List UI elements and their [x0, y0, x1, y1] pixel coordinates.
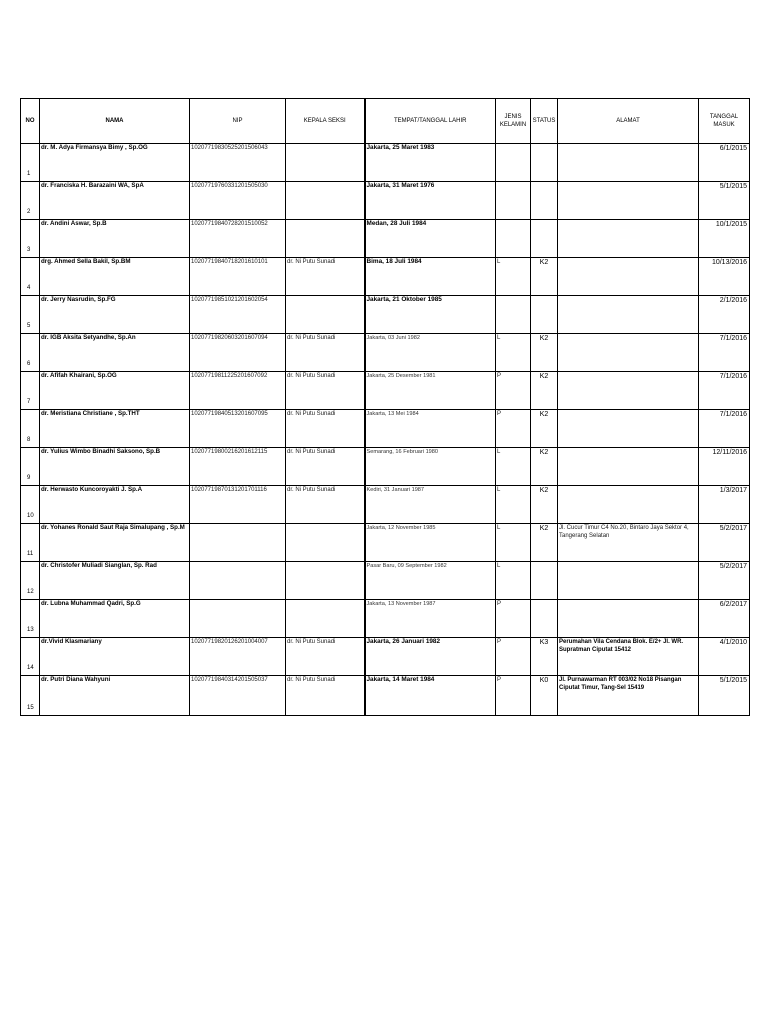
cell-nama: dr. Yohanes Ronald Saut Raja Simalupang , Sp.M [40, 524, 190, 562]
cell-tanggal-masuk: 7/1/2016 [699, 410, 750, 448]
table-row [21, 410, 750, 448]
cell-tanggal-masuk: 5/2/2017 [699, 562, 750, 600]
cell-status: K2 [531, 524, 558, 562]
cell-jenis-kelamin: P [496, 372, 531, 410]
cell-jenis-kelamin [496, 296, 531, 334]
cell-tempat-tanggal-lahir: Jakarta, 12 November 1985 [365, 524, 496, 562]
row-number [21, 600, 40, 638]
cell-nip: 102077198403142015050​37 [190, 676, 286, 716]
cell-nip: 102077197603312015050​30 [190, 182, 286, 220]
cell-jenis-kelamin: L [496, 448, 531, 486]
row-number [21, 562, 40, 600]
cell-kepala-seksi: dr. Ni Putu Sunadi [286, 372, 365, 410]
table-row [21, 562, 750, 600]
cell-alamat [558, 258, 699, 296]
cell-kepala-seksi [286, 524, 365, 562]
row-number [21, 182, 40, 220]
cell-kepala-seksi: dr. Ni Putu Sunadi [286, 410, 365, 448]
cell-nip: 102077198201262010040​07 [190, 638, 286, 676]
cell-nip: 102077198305252015060​43 [190, 144, 286, 182]
cell-status: K3 [531, 638, 558, 676]
cell-tempat-tanggal-lahir: Jakarta, 13 Mei 1984 [365, 410, 496, 448]
table-row [21, 258, 750, 296]
cell-alamat [558, 410, 699, 448]
cell-nama: dr. Christofer Muliadi Sianglan, Sp. Rad [40, 562, 190, 600]
cell-tanggal-masuk: 12/11/2016 [699, 448, 750, 486]
cell-alamat [558, 334, 699, 372]
cell-jenis-kelamin: L [496, 486, 531, 524]
cell-tanggal-masuk: 4/1/2010 [699, 638, 750, 676]
cell-alamat [558, 372, 699, 410]
cell-jenis-kelamin [496, 182, 531, 220]
cell-kepala-seksi [286, 562, 365, 600]
cell-alamat [558, 144, 699, 182]
row-number-text: 14 [27, 665, 34, 671]
header-tanggal-masuk: TANGGAL MASUK [699, 99, 750, 144]
cell-kepala-seksi: dr. Ni Putu Sunadi [286, 638, 365, 676]
cell-kepala-seksi [286, 182, 365, 220]
row-number [21, 448, 40, 486]
header-kepala-seksi: KEPALA SEKSI [286, 99, 365, 144]
cell-nip: 102077198407282015100​52 [190, 220, 286, 258]
cell-nama: dr. Jerry Nasrudin, Sp.FG [40, 296, 190, 334]
row-number-text: 2 [27, 209, 31, 215]
cell-tempat-tanggal-lahir: Pasar Baru, 09 September 1982 [365, 562, 496, 600]
cell-nama: dr. Putri Diana Wahyuni [40, 676, 190, 716]
cell-status [531, 600, 558, 638]
table-row [21, 524, 750, 562]
cell-jenis-kelamin [496, 220, 531, 258]
cell-kepala-seksi [286, 144, 365, 182]
table-row [21, 448, 750, 486]
table-row [21, 676, 750, 716]
row-number [21, 144, 40, 182]
cell-alamat [558, 562, 699, 600]
cell-tanggal-masuk: 10/13/2016 [699, 258, 750, 296]
row-number [21, 258, 40, 296]
table-row [21, 220, 750, 258]
cell-kepala-seksi [286, 600, 365, 638]
row-number [21, 486, 40, 524]
row-number-text: 9 [27, 475, 31, 481]
cell-nip: 102077198510212016020​54 [190, 296, 286, 334]
cell-alamat [558, 296, 699, 334]
table-row [21, 372, 750, 410]
row-number-text: 11 [27, 551, 34, 557]
cell-kepala-seksi [286, 296, 365, 334]
cell-nip: 102077198206032016070​94 [190, 334, 286, 372]
cell-status [531, 182, 558, 220]
row-number-text: 3 [27, 247, 31, 253]
cell-tempat-tanggal-lahir: Jakarta, 26 Januari 1982 [365, 638, 496, 676]
cell-status [531, 296, 558, 334]
table-row [21, 296, 750, 334]
table-row [21, 144, 750, 182]
row-number-text: 10 [27, 513, 34, 519]
cell-jenis-kelamin: L [496, 524, 531, 562]
cell-tanggal-masuk: 5/1/2015 [699, 182, 750, 220]
cell-status: K2 [531, 334, 558, 372]
cell-tempat-tanggal-lahir: Jakarta, 25 Maret 1983 [365, 144, 496, 182]
table-body [21, 144, 750, 716]
cell-tanggal-masuk: 1/3/2017 [699, 486, 750, 524]
cell-tempat-tanggal-lahir: Jakarta, 25 Desember 1981 [365, 372, 496, 410]
cell-tempat-tanggal-lahir: Medan, 28 Juli 1984 [365, 220, 496, 258]
cell-nama: dr. M. Adya Firmansya Bimy , Sp.OG [40, 144, 190, 182]
cell-kepala-seksi: dr. Ni Putu Sunadi [286, 676, 365, 716]
cell-nip: 102077198407182016101​01 [190, 258, 286, 296]
row-number-text: 12 [27, 589, 34, 595]
cell-status: K2 [531, 372, 558, 410]
header-nama: NAMA [40, 99, 190, 144]
cell-status [531, 562, 558, 600]
cell-alamat: Jl. Purnawarman RT 003/02 No18 Pisangan Ciputat Timur, Tang-Sel 15419 [558, 676, 699, 716]
row-number-text: 1 [27, 171, 31, 177]
row-number-text: 15 [27, 705, 34, 711]
cell-jenis-kelamin: L [496, 562, 531, 600]
cell-tempat-tanggal-lahir: Jakarta, 13 November 1987 [365, 600, 496, 638]
cell-jenis-kelamin: P [496, 638, 531, 676]
cell-alamat [558, 448, 699, 486]
cell-nama: dr.Vivid Klasmariany [40, 638, 190, 676]
cell-status: K2 [531, 486, 558, 524]
table-row [21, 334, 750, 372]
cell-nama: dr. Herwasto Kuncoroyakti J. Sp.A [40, 486, 190, 524]
row-number [21, 220, 40, 258]
cell-jenis-kelamin: L [496, 258, 531, 296]
cell-jenis-kelamin: P [496, 676, 531, 716]
cell-nip: 102077198112252016070​92 [190, 372, 286, 410]
cell-jenis-kelamin: P [496, 410, 531, 448]
cell-status: K2 [531, 448, 558, 486]
header-no: NO [21, 99, 40, 144]
cell-kepala-seksi [286, 220, 365, 258]
cell-status [531, 144, 558, 182]
row-number [21, 334, 40, 372]
cell-nama: dr. Afifah Khairani, Sp.OG [40, 372, 190, 410]
header-nip: NIP [190, 99, 286, 144]
cell-nip: 102077198405132016070​95 [190, 410, 286, 448]
cell-tanggal-masuk: 5/2/2017 [699, 524, 750, 562]
row-number-text: 13 [27, 627, 34, 633]
cell-status: K2 [531, 258, 558, 296]
table-row [21, 486, 750, 524]
row-number [21, 410, 40, 448]
row-number [21, 524, 40, 562]
table-header [21, 99, 750, 144]
cell-tempat-tanggal-lahir: Jakarta, 21 Oktober 1985 [365, 296, 496, 334]
cell-tanggal-masuk: 6/2/2017 [699, 600, 750, 638]
cell-tempat-tanggal-lahir: Jakarta, 31 Maret 1976 [365, 182, 496, 220]
row-number-text: 4 [27, 285, 31, 291]
cell-nama: dr. Yulius Wimbo Binadhi Saksono, Sp.B [40, 448, 190, 486]
cell-nip [190, 524, 286, 562]
cell-kepala-seksi: dr. Ni Putu Sunadi [286, 334, 365, 372]
cell-nip: 102077198701312017011​16 [190, 486, 286, 524]
cell-jenis-kelamin [496, 144, 531, 182]
cell-alamat [558, 600, 699, 638]
cell-jenis-kelamin: L [496, 334, 531, 372]
cell-alamat: Perumahan Vila Cendana Blok. E/2+ Jl. WR. Supratman Ciputat 15412 [558, 638, 699, 676]
employee-table [20, 98, 750, 716]
cell-nip [190, 600, 286, 638]
cell-tanggal-masuk: 7/1/2016 [699, 372, 750, 410]
cell-tempat-tanggal-lahir: Bima, 18 Juli 1984 [365, 258, 496, 296]
cell-tanggal-masuk: 2/1/2016 [699, 296, 750, 334]
cell-status: K0 [531, 676, 558, 716]
header-alamat: ALAMAT [558, 99, 699, 144]
row-number-text: 8 [27, 437, 31, 443]
cell-jenis-kelamin: P [496, 600, 531, 638]
cell-nama: drg. Ahmed Sella Bakil, Sp.BM [40, 258, 190, 296]
cell-nama: dr. IGB Aksita Setyandhe, Sp.An [40, 334, 190, 372]
row-number-text: 6 [27, 361, 31, 367]
table-row [21, 182, 750, 220]
table-row [21, 600, 750, 638]
cell-status [531, 220, 558, 258]
table-row [21, 638, 750, 676]
cell-alamat [558, 182, 699, 220]
cell-nama: dr. Andini Aswar, Sp.B [40, 220, 190, 258]
cell-tempat-tanggal-lahir: Semarang, 16 Februari 1980 [365, 448, 496, 486]
cell-nip: 102077198002162016121​15 [190, 448, 286, 486]
cell-kepala-seksi: dr. Ni Putu Sunadi [286, 486, 365, 524]
cell-tempat-tanggal-lahir: Jakarta, 14 Maret 1984 [365, 676, 496, 716]
header-status: STATUS [531, 99, 558, 144]
cell-tempat-tanggal-lahir: Kediri, 31 Januari 1987 [365, 486, 496, 524]
cell-nip [190, 562, 286, 600]
cell-tanggal-masuk: 7/1/2016 [699, 334, 750, 372]
cell-tanggal-masuk: 6/1/2015 [699, 144, 750, 182]
row-number [21, 372, 40, 410]
cell-tempat-tanggal-lahir: Jakarta, 03 Juni 1982 [365, 334, 496, 372]
cell-alamat [558, 486, 699, 524]
row-number-text: 5 [27, 323, 31, 329]
cell-nama: dr. Meristiana Christiane , Sp.THT [40, 410, 190, 448]
cell-tanggal-masuk: 5/1/2015 [699, 676, 750, 716]
cell-kepala-seksi: dr. Ni Putu Sunadi [286, 258, 365, 296]
row-number [21, 296, 40, 334]
cell-alamat: Jl. Cucur Timur C4 No.20, Bintaro Jaya Sektor 4, Tangerang Selatan [558, 524, 699, 562]
row-number [21, 676, 40, 716]
cell-kepala-seksi: dr. Ni Putu Sunadi [286, 448, 365, 486]
header-tempat-tanggal-lahir: TEMPAT/TANGGAL LAHIR [365, 99, 496, 144]
cell-nama: dr. Franciska H. Barazaini WA, SpA [40, 182, 190, 220]
cell-nama: dr. Lubna Muhammad Qadri, Sp.G [40, 600, 190, 638]
row-number-text: 7 [27, 399, 31, 405]
cell-tanggal-masuk: 10/1/2015 [699, 220, 750, 258]
row-number [21, 638, 40, 676]
header-jenis-kelamin: JENIS KELAMIN [496, 99, 531, 144]
cell-alamat [558, 220, 699, 258]
cell-status: K2 [531, 410, 558, 448]
